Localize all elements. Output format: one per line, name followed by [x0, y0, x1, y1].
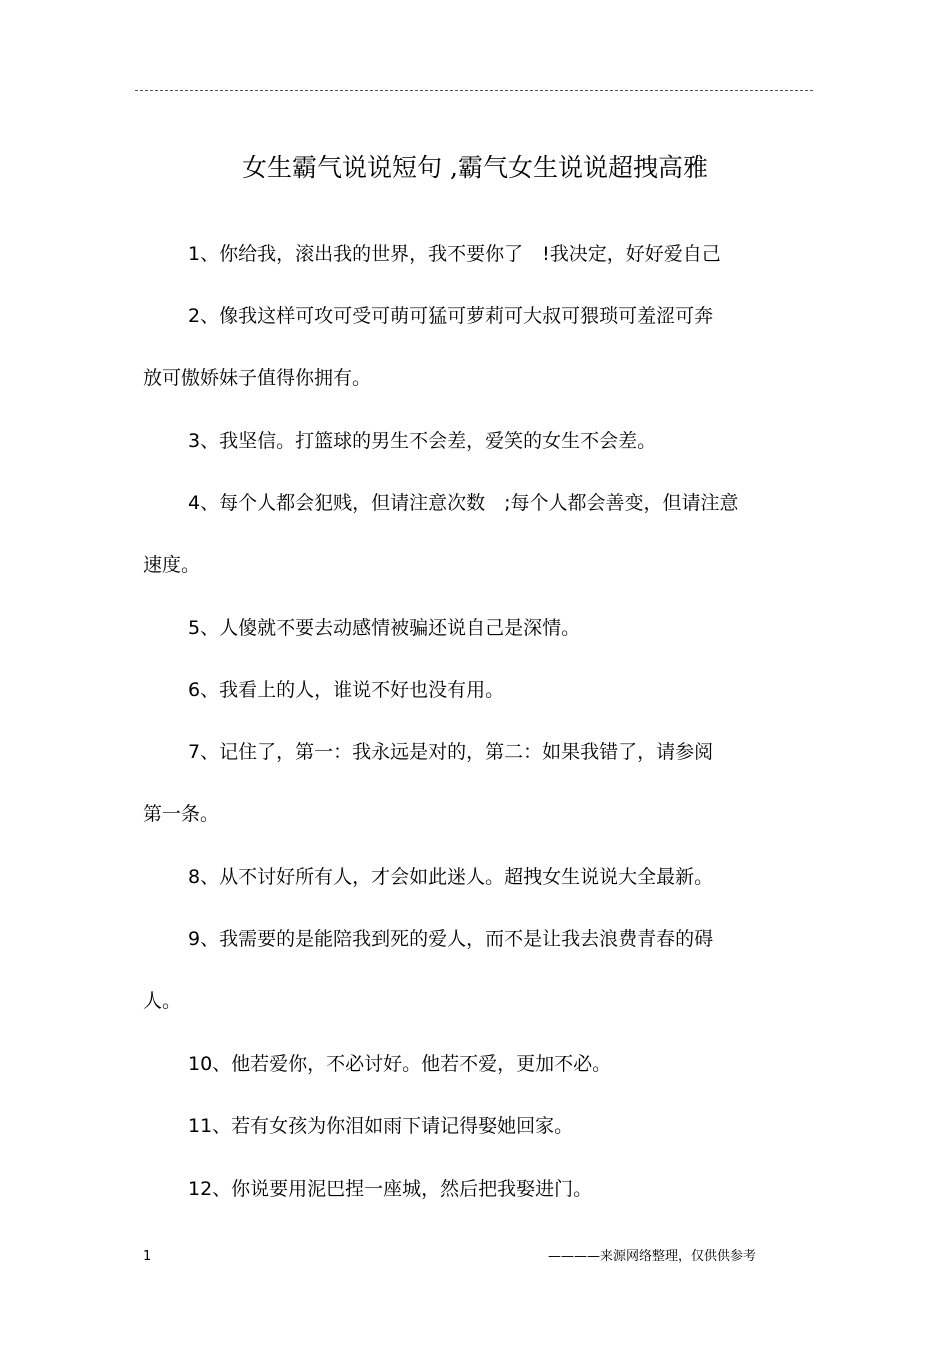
item-2-line-2: 放可傲娇妹子值得你拥有。	[143, 367, 372, 389]
document-title: 女生霸气说说短句 ,霸气女生说说超拽高雅	[242, 153, 708, 182]
header-divider	[135, 90, 813, 91]
item-2-line-1: 2、像我这样可攻可受可萌可猛可萝莉可大叔可猥琐可羞涩可奔	[188, 305, 714, 327]
item-7-line-1: 7、记住了，第一：我永远是对的，第二：如果我错了，请参阅	[188, 741, 714, 763]
item-4-line-1: 4、每个人都会犯贱，但请注意次数 ;每个人都会善变，但请注意	[188, 492, 739, 514]
item-5-line-1: 5、人傻就不要去动感情被骗还说自己是深情。	[188, 617, 581, 639]
item-4-line-2: 速度。	[143, 554, 201, 576]
item-9-line-1: 9、我需要的是能陪我到死的爱人，而不是让我去浪费青春的碍	[188, 928, 714, 950]
item-9-line-2: 人。	[143, 990, 182, 1012]
item-12-line-1: 12、你说要用泥巴捏一座城，然后把我娶进门。	[188, 1178, 593, 1200]
item-8-line-1: 8、从不讨好所有人，才会如此迷人。超拽女生说说大全最新。	[188, 866, 714, 888]
item-6-line-1: 6、我看上的人，谁说不好也没有用。	[188, 679, 505, 701]
item-11-line-1: 11、若有女孩为你泪如雨下请记得娶她回家。	[188, 1115, 574, 1137]
item-3-line-1: 3、我坚信。打篮球的男生不会差，爱笑的女生不会差。	[188, 430, 657, 452]
item-7-line-2: 第一条。	[143, 803, 220, 825]
item-10-line-1: 10、他若爱你，不必讨好。他若不爱，更加不必。	[188, 1053, 612, 1075]
source-note: ————来源网络整理，仅供供参考	[548, 1249, 757, 1264]
item-1-line-1: 1、你给我，滚出我的世界，我不要你了 !我决定，好好爱自己	[188, 243, 721, 265]
page-number: 1	[143, 1249, 152, 1264]
